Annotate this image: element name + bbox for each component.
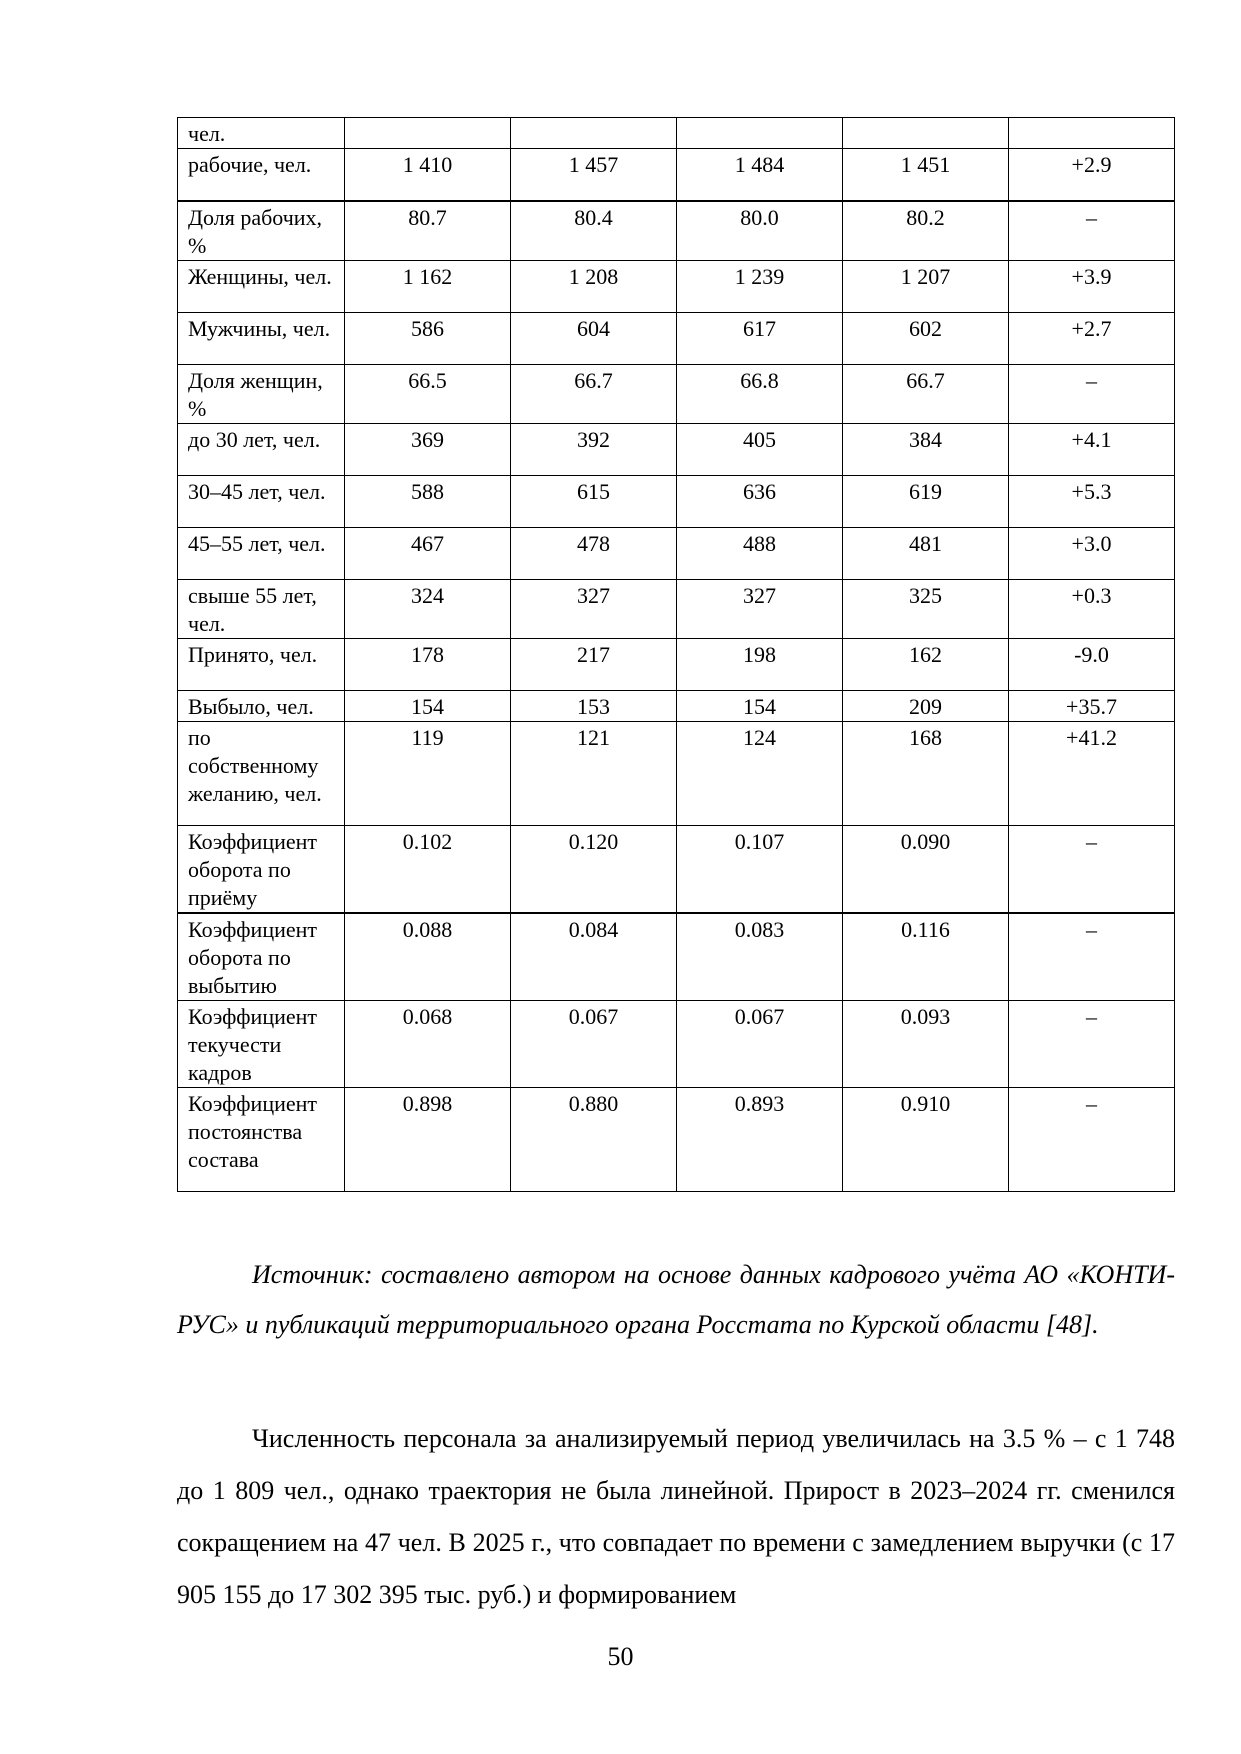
- value-cell: 0.910: [843, 1087, 1009, 1191]
- value-cell: 1 451: [843, 149, 1009, 201]
- table-row: [178, 149, 1175, 201]
- value-cell: 80.4: [511, 201, 677, 261]
- value-cell: 178: [345, 638, 511, 690]
- value-cell: +4.1: [1009, 423, 1175, 475]
- value-cell: 66.7: [843, 364, 1009, 423]
- table-row: [178, 1087, 1175, 1191]
- value-cell: 619: [843, 475, 1009, 527]
- value-cell: 0.088: [345, 913, 511, 1001]
- personnel-table-body: [178, 118, 1175, 1192]
- value-cell: 325: [843, 579, 1009, 638]
- value-cell: +2.9: [1009, 149, 1175, 201]
- value-cell: –: [1009, 201, 1175, 261]
- value-cell: 1 162: [345, 260, 511, 312]
- value-cell: +3.0: [1009, 527, 1175, 579]
- value-cell: 0.067: [511, 1000, 677, 1087]
- value-cell: 481: [843, 527, 1009, 579]
- value-cell: 488: [677, 527, 843, 579]
- value-cell: –: [1009, 913, 1175, 1001]
- value-cell: 586: [345, 312, 511, 364]
- value-cell: 209: [843, 690, 1009, 721]
- value-cell: 636: [677, 475, 843, 527]
- value-cell: 478: [511, 527, 677, 579]
- value-cell: 0.107: [677, 825, 843, 913]
- row-label-cell: чел.: [178, 118, 345, 149]
- value-cell: +41.2: [1009, 721, 1175, 825]
- value-cell: 168: [843, 721, 1009, 825]
- table-source-note: Источник: составлено автором на основе данных кадрового учёта АО «КОНТИ-РУС» и публикаций территориального органа Росстата по Курской области [48].: [177, 1260, 1175, 1339]
- value-cell: 154: [345, 690, 511, 721]
- value-cell: [1009, 118, 1175, 149]
- value-cell: 66.8: [677, 364, 843, 423]
- value-cell: 124: [677, 721, 843, 825]
- table-row: [178, 690, 1175, 721]
- table-row: [178, 312, 1175, 364]
- value-cell: 80.0: [677, 201, 843, 261]
- value-cell: 588: [345, 475, 511, 527]
- row-label-cell: Выбыло, чел.: [178, 690, 345, 721]
- value-cell: 0.090: [843, 825, 1009, 913]
- value-cell: 602: [843, 312, 1009, 364]
- row-label-cell: Коэффициент постоянства состава: [178, 1087, 345, 1191]
- table-row: [178, 260, 1175, 312]
- table-row: [178, 201, 1175, 261]
- value-cell: +5.3: [1009, 475, 1175, 527]
- table-row: [178, 721, 1175, 825]
- value-cell: 0.880: [511, 1087, 677, 1191]
- value-cell: 327: [677, 579, 843, 638]
- table-row: [178, 638, 1175, 690]
- value-cell: 66.7: [511, 364, 677, 423]
- row-label-cell: 30–45 лет, чел.: [178, 475, 345, 527]
- row-label-cell: до 30 лет, чел.: [178, 423, 345, 475]
- value-cell: +3.9: [1009, 260, 1175, 312]
- value-cell: 392: [511, 423, 677, 475]
- value-cell: 1 457: [511, 149, 677, 201]
- row-label-cell: Коэффициент оборота по приёму: [178, 825, 345, 913]
- value-cell: -9.0: [1009, 638, 1175, 690]
- table-row: [178, 579, 1175, 638]
- value-cell: +35.7: [1009, 690, 1175, 721]
- value-cell: 0.093: [843, 1000, 1009, 1087]
- row-label-cell: Коэффициент текучести кадров: [178, 1000, 345, 1087]
- value-cell: [511, 118, 677, 149]
- table-row: [178, 1000, 1175, 1087]
- value-cell: 615: [511, 475, 677, 527]
- value-cell: 0.898: [345, 1087, 511, 1191]
- value-cell: +0.3: [1009, 579, 1175, 638]
- value-cell: [843, 118, 1009, 149]
- value-cell: –: [1009, 1000, 1175, 1087]
- table-row: [178, 913, 1175, 1001]
- row-label-cell: Мужчины, чел.: [178, 312, 345, 364]
- value-cell: 162: [843, 638, 1009, 690]
- value-cell: 327: [511, 579, 677, 638]
- value-cell: 121: [511, 721, 677, 825]
- value-cell: 0.893: [677, 1087, 843, 1191]
- value-cell: 1 208: [511, 260, 677, 312]
- row-label-cell: рабочие, чел.: [178, 149, 345, 201]
- value-cell: 1 484: [677, 149, 843, 201]
- value-cell: –: [1009, 364, 1175, 423]
- row-label-cell: Доля женщин, %: [178, 364, 345, 423]
- value-cell: 119: [345, 721, 511, 825]
- value-cell: –: [1009, 825, 1175, 913]
- value-cell: 604: [511, 312, 677, 364]
- value-cell: 80.2: [843, 201, 1009, 261]
- row-label-cell: Женщины, чел.: [178, 260, 345, 312]
- value-cell: 1 239: [677, 260, 843, 312]
- value-cell: 467: [345, 527, 511, 579]
- value-cell: +2.7: [1009, 312, 1175, 364]
- row-label-cell: 45–55 лет, чел.: [178, 527, 345, 579]
- value-cell: 405: [677, 423, 843, 475]
- value-cell: 0.102: [345, 825, 511, 913]
- table-row: [178, 825, 1175, 913]
- row-label-cell: Коэффициент оборота по выбытию: [178, 913, 345, 1001]
- value-cell: 198: [677, 638, 843, 690]
- value-cell: 1 207: [843, 260, 1009, 312]
- value-cell: 0.067: [677, 1000, 843, 1087]
- personnel-table: [177, 117, 1175, 1192]
- value-cell: 217: [511, 638, 677, 690]
- value-cell: 153: [511, 690, 677, 721]
- value-cell: 154: [677, 690, 843, 721]
- value-cell: 66.5: [345, 364, 511, 423]
- value-cell: 1 410: [345, 149, 511, 201]
- value-cell: 0.084: [511, 913, 677, 1001]
- value-cell: –: [1009, 1087, 1175, 1191]
- value-cell: 0.120: [511, 825, 677, 913]
- table-row: [178, 475, 1175, 527]
- value-cell: 80.7: [345, 201, 511, 261]
- table-row: [178, 118, 1175, 149]
- value-cell: [345, 118, 511, 149]
- row-label-cell: свыше 55 лет, чел.: [178, 579, 345, 638]
- page-number: 50: [607, 1642, 634, 1671]
- table-row: [178, 527, 1175, 579]
- row-label-cell: по собственному желанию, чел.: [178, 721, 345, 825]
- value-cell: 324: [345, 579, 511, 638]
- value-cell: 0.116: [843, 913, 1009, 1001]
- row-label-cell: Доля рабочих, %: [178, 201, 345, 261]
- value-cell: 617: [677, 312, 843, 364]
- value-cell: 0.083: [677, 913, 843, 1001]
- body-paragraph: Численность персонала за анализируемый период увеличилась на 3.5 % – с 1 748 до 1 809 чел., однако траектория не была линейной. Прирост в 2023–2024 гг. сменился сокращением на 47 чел. В 2025 г., что совпадает по времени с замедлением выручки (с 17 905 155 до 17 302 395 тыс. руб.) и формированием: [177, 1424, 1175, 1609]
- row-label-cell: Принято, чел.: [178, 638, 345, 690]
- table-row: [178, 364, 1175, 423]
- value-cell: 384: [843, 423, 1009, 475]
- value-cell: 0.068: [345, 1000, 511, 1087]
- table-row: [178, 423, 1175, 475]
- value-cell: [677, 118, 843, 149]
- value-cell: 369: [345, 423, 511, 475]
